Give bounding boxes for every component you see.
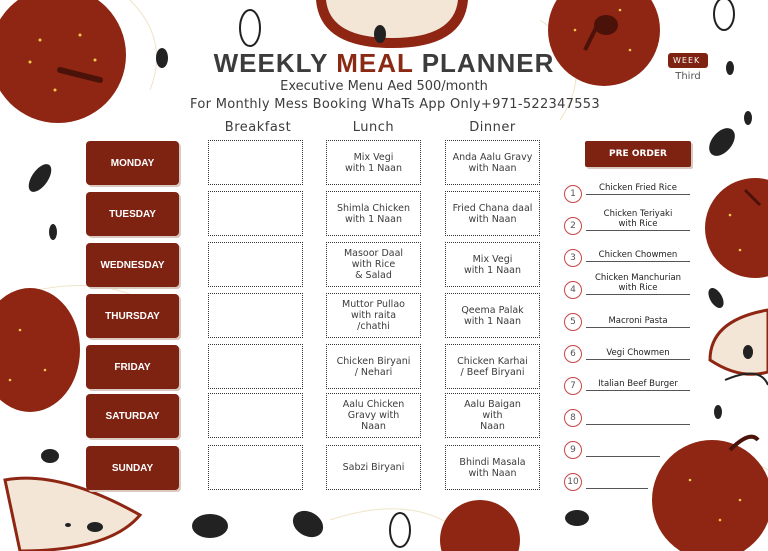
day-label-wednesday: WEDNESDAY — [86, 243, 179, 287]
day-label-tuesday: TUESDAY — [86, 192, 179, 236]
day-label-saturday: SATURDAY — [86, 394, 179, 438]
title-word-planner: PLANNER — [421, 48, 555, 78]
pre-order-number: 5 — [564, 313, 582, 331]
title-word-weekly: WEEKLY — [213, 48, 329, 78]
pre-order-item[interactable]: Italian Beef Burger — [586, 379, 690, 391]
column-header-lunch: Lunch — [352, 120, 395, 135]
dinner-cell-sunday[interactable]: Bhindi Masala with Naan — [445, 445, 540, 490]
dinner-cell-monday[interactable]: Anda Aalu Gravy with Naan — [445, 140, 540, 185]
pre-order-number: 6 — [564, 345, 582, 363]
day-label-sunday: SUNDAY — [86, 446, 179, 490]
pre-order-header: PRE ORDER — [585, 141, 691, 167]
booking-info: For Monthly Mess Booking WhaTs App Only+971-522347553 — [190, 97, 600, 112]
apple-left-middle — [0, 288, 80, 412]
pre-order-number: 2 — [564, 217, 582, 235]
breakfast-cell-friday[interactable] — [208, 344, 303, 389]
apple-bottom-right — [652, 437, 768, 551]
lunch-cell-wednesday[interactable]: Masoor Daal with Rice & Salad — [326, 242, 421, 287]
dinner-cell-saturday[interactable]: Aalu Baigan with Naan — [445, 393, 540, 438]
pre-order-item[interactable] — [586, 445, 660, 457]
breakfast-cell-wednesday[interactable] — [208, 242, 303, 287]
lunch-cell-monday[interactable]: Mix Vegi with 1 Naan — [326, 140, 421, 185]
pre-order-item[interactable]: Chicken Fried Rice — [586, 183, 690, 195]
dinner-cell-thursday[interactable]: Qeema Palak with 1 Naan — [445, 293, 540, 338]
week-value: Third — [675, 71, 701, 82]
apple-bottom-center — [440, 500, 520, 551]
pre-order-item[interactable] — [586, 477, 648, 489]
lunch-cell-tuesday[interactable]: Shimla Chicken with 1 Naan — [326, 191, 421, 236]
apple-slice-top — [316, 0, 468, 48]
pre-order-number: 10 — [564, 473, 582, 491]
breakfast-cell-sunday[interactable] — [208, 445, 303, 490]
pre-order-number: 1 — [564, 185, 582, 203]
page-title — [0, 48, 768, 79]
pre-order-number: 8 — [564, 409, 582, 427]
week-badge: WEEK — [668, 53, 708, 68]
column-header-breakfast: Breakfast — [224, 120, 292, 135]
dinner-cell-wednesday[interactable]: Mix Vegi with 1 Naan — [445, 242, 540, 287]
lunch-cell-thursday[interactable]: Muttor Pullao with raita /chathi — [326, 293, 421, 338]
pre-order-item[interactable]: Vegi Chowmen — [586, 348, 690, 360]
pre-order-item[interactable]: Chicken Manchurian with Rice — [586, 273, 690, 295]
day-label-monday: MONDAY — [86, 141, 179, 185]
apple-right-middle — [705, 178, 768, 278]
breakfast-cell-monday[interactable] — [208, 140, 303, 185]
dinner-cell-friday[interactable]: Chicken Karhai / Beef Biryani — [445, 344, 540, 389]
lunch-cell-friday[interactable]: Chicken Biryani / Nehari — [326, 344, 421, 389]
title-word-meal: MEAL — [336, 48, 414, 78]
lunch-cell-sunday[interactable]: Sabzi Biryani — [326, 445, 421, 490]
pre-order-number: 3 — [564, 249, 582, 267]
subtitle: Executive Menu Aed 500/month — [280, 79, 488, 94]
column-header-dinner: Dinner — [469, 120, 516, 135]
day-label-friday: FRIDAY — [86, 345, 179, 389]
pre-order-item[interactable] — [586, 413, 690, 425]
apple-slice-right — [710, 310, 768, 385]
pre-order-number: 9 — [564, 441, 582, 459]
pre-order-number: 4 — [564, 281, 582, 299]
dinner-cell-tuesday[interactable]: Fried Chana daal with Naan — [445, 191, 540, 236]
pre-order-item[interactable]: Chicken Chowmen — [586, 250, 690, 262]
breakfast-cell-tuesday[interactable] — [208, 191, 303, 236]
breakfast-cell-saturday[interactable] — [208, 393, 303, 438]
lunch-cell-saturday[interactable]: Aalu Chicken Gravy with Naan — [326, 393, 421, 438]
pre-order-item[interactable]: Macroni Pasta — [586, 316, 690, 328]
pre-order-number: 7 — [564, 377, 582, 395]
day-label-thursday: THURSDAY — [86, 294, 179, 338]
pre-order-item[interactable]: Chicken Teriyaki with Rice — [586, 209, 690, 231]
breakfast-cell-thursday[interactable] — [208, 293, 303, 338]
